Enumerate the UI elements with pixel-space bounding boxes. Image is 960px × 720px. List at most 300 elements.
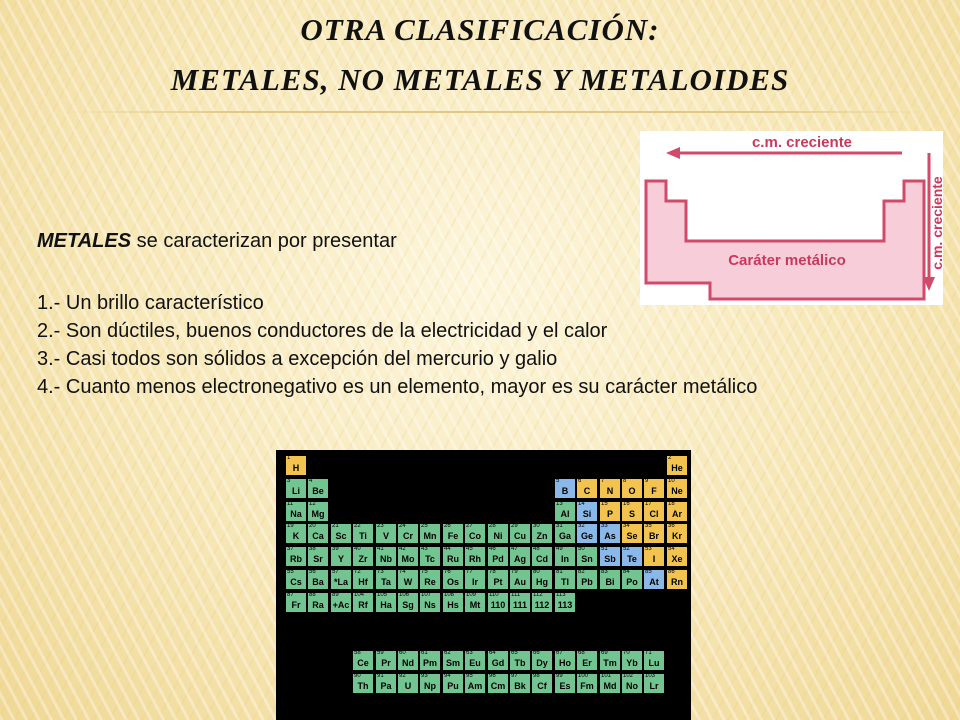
element-w — [397, 569, 419, 590]
element-symbol: Ni — [493, 531, 503, 541]
element-mg — [307, 501, 329, 522]
element-sc — [330, 523, 352, 544]
atomic-number: 40 — [354, 546, 361, 552]
metals-description — [37, 227, 917, 401]
atomic-number: 34 — [623, 523, 630, 529]
element-symbol: Nd — [402, 658, 414, 668]
atomic-number: 8 — [623, 478, 627, 484]
element-sb — [599, 546, 621, 567]
element-symbol: Cu — [514, 531, 526, 541]
element-ba — [307, 569, 329, 590]
element-symbol: Ns — [424, 600, 436, 610]
element-cf — [531, 673, 553, 694]
element-re — [419, 569, 441, 590]
element-eu — [464, 650, 486, 671]
element-symbol: Th — [357, 681, 369, 691]
element-symbol: Fm — [580, 681, 594, 691]
element-tc — [419, 546, 441, 567]
element-o — [621, 478, 643, 499]
element-cl — [643, 501, 665, 522]
element-bk — [509, 673, 531, 694]
element-symbol: Xe — [671, 554, 683, 564]
element-ti — [352, 523, 374, 544]
atomic-number: 94 — [444, 673, 451, 679]
atomic-number: 15 — [601, 501, 608, 507]
title-divider — [60, 111, 930, 113]
atomic-number: 111 — [511, 592, 521, 598]
diagram-center-label: Caráter metálico — [728, 252, 846, 269]
element-po — [621, 569, 643, 590]
element-at — [643, 569, 665, 590]
element-symbol: Bi — [605, 577, 615, 587]
element-np — [419, 673, 441, 694]
element-as — [599, 523, 621, 544]
element-lu — [643, 650, 665, 671]
atomic-number: 42 — [399, 546, 406, 552]
element-symbol: Ru — [447, 554, 459, 564]
element-na — [285, 501, 307, 522]
element-symbol: Ne — [671, 486, 683, 496]
atomic-number: 74 — [399, 569, 406, 575]
atomic-number: 14 — [578, 501, 585, 507]
atomic-number: 58 — [354, 650, 361, 656]
element-symbol: I — [652, 554, 656, 564]
atomic-number: 112 — [533, 592, 543, 598]
atomic-number: 68 — [578, 650, 585, 656]
atomic-number: 26 — [444, 523, 451, 529]
element-tm — [599, 650, 621, 671]
atomic-number: 12 — [309, 501, 316, 507]
element-symbol: 112 — [534, 600, 550, 610]
element-cd — [531, 546, 553, 567]
element-ir — [464, 569, 486, 590]
element-ne — [666, 478, 688, 499]
element-u — [397, 673, 419, 694]
element-symbol: At — [649, 577, 659, 587]
atomic-number: 72 — [354, 569, 361, 575]
atomic-number: 3 — [287, 478, 291, 484]
atomic-number: 78 — [489, 569, 496, 575]
atomic-number: 106 — [399, 592, 410, 598]
element-sm — [442, 650, 464, 671]
element-ar — [666, 501, 688, 522]
element-symbol: Po — [626, 577, 638, 587]
element-symbol: Nb — [380, 554, 392, 564]
element-sr — [307, 546, 329, 567]
atomic-number: 93 — [421, 673, 428, 679]
element-symbol: Mg — [311, 509, 325, 519]
element-h — [285, 455, 307, 476]
element-se — [621, 523, 643, 544]
atomic-number: 10 — [668, 478, 675, 484]
element-li — [285, 478, 307, 499]
atomic-number: 100 — [578, 673, 589, 679]
element-symbol: Np — [424, 681, 436, 691]
element-symbol: Ta — [381, 577, 391, 587]
element-es — [554, 673, 576, 694]
atomic-number: 108 — [444, 592, 455, 598]
element-er — [576, 650, 598, 671]
atomic-number: 50 — [578, 546, 585, 552]
element-te — [621, 546, 643, 567]
element-la — [330, 569, 352, 590]
element-th — [352, 673, 374, 694]
periodic-table — [276, 450, 691, 720]
element-symbol: Pr — [381, 658, 391, 668]
element-rh — [464, 546, 486, 567]
element-cu — [509, 523, 531, 544]
atomic-number: 30 — [533, 523, 540, 529]
slide-title-line-2: METALES, NO METALES Y METALOIDES — [170, 62, 790, 97]
atomic-number: 62 — [444, 650, 451, 656]
atomic-number: 39 — [332, 546, 339, 552]
atomic-number: 11 — [287, 501, 294, 507]
element-symbol: Sm — [445, 658, 460, 668]
element-symbol: Eu — [469, 658, 481, 668]
element-symbol: Ar — [671, 509, 682, 519]
element-symbol: U — [404, 681, 412, 691]
intro-keyword: METALES — [37, 230, 132, 252]
element-ca — [307, 523, 329, 544]
atomic-number: 81 — [556, 569, 563, 575]
element-symbol: Tb — [514, 658, 526, 668]
element-symbol: Kr — [671, 531, 682, 541]
element-symbol: Pb — [581, 577, 593, 587]
element-symbol: Pd — [492, 554, 504, 564]
element-pd — [487, 546, 509, 567]
atomic-number: 18 — [668, 501, 675, 507]
element-symbol: Rf — [358, 600, 368, 610]
element-symbol: Cs — [290, 577, 302, 587]
element-symbol: Ag — [514, 554, 526, 564]
element-symbol: 113 — [557, 600, 573, 610]
atomic-number: 87 — [287, 592, 294, 598]
element-pt — [487, 569, 509, 590]
element-br — [643, 523, 665, 544]
element-111 — [509, 592, 531, 613]
element-symbol: Se — [626, 531, 638, 541]
atomic-number: 67 — [556, 650, 563, 656]
atomic-number: 43 — [421, 546, 428, 552]
element-symbol: Er — [582, 658, 592, 668]
atomic-number: 48 — [533, 546, 540, 552]
atomic-number: 65 — [511, 650, 518, 656]
element-symbol: Ba — [312, 577, 324, 587]
atomic-number: 92 — [399, 673, 406, 679]
element-symbol: N — [606, 486, 614, 496]
element-i — [643, 546, 665, 567]
element-lr — [643, 673, 665, 694]
element-bi — [599, 569, 621, 590]
element-symbol: Yb — [626, 658, 638, 668]
atomic-number: 109 — [466, 592, 477, 598]
element-symbol: Sc — [335, 531, 347, 541]
element-symbol: Tc — [425, 554, 435, 564]
atomic-number: 53 — [645, 546, 652, 552]
element-symbol: He — [671, 463, 683, 473]
element-symbol: C — [583, 486, 591, 496]
atomic-number: 63 — [466, 650, 473, 656]
element-symbol: Cr — [402, 531, 413, 541]
element-k — [285, 523, 307, 544]
atomic-number: 41 — [377, 546, 384, 552]
element-symbol: Dy — [536, 658, 548, 668]
element-pa — [375, 673, 397, 694]
atomic-number: 19 — [287, 523, 294, 529]
element-be — [307, 478, 329, 499]
atomic-number: 99 — [556, 673, 563, 679]
element-symbol: Tl — [561, 577, 569, 587]
element-symbol: Md — [603, 681, 617, 691]
element-md — [599, 673, 621, 694]
element-c — [576, 478, 598, 499]
element-symbol: Mo — [401, 554, 415, 564]
element-symbol: Sn — [581, 554, 593, 564]
element-no — [621, 673, 643, 694]
element-ra — [307, 592, 329, 613]
element-hs — [442, 592, 464, 613]
element-symbol: Cd — [536, 554, 548, 564]
property-item-3: 3.- Casi todos son sólidos a excepción del mercurio y galio — [37, 348, 558, 370]
element-symbol: S — [628, 509, 635, 519]
element-symbol: As — [604, 531, 616, 541]
element-symbol: Pa — [380, 681, 392, 691]
atomic-number: 20 — [309, 523, 316, 529]
atomic-number: 59 — [377, 650, 384, 656]
atomic-number: 70 — [623, 650, 630, 656]
intro-text: se caracterizan por presentar — [131, 230, 397, 252]
element-ha — [375, 592, 397, 613]
element-he — [666, 455, 688, 476]
element-symbol: Zr — [358, 554, 368, 564]
atomic-number: 96 — [489, 673, 496, 679]
atomic-number: 61 — [421, 650, 428, 656]
element-hg — [531, 569, 553, 590]
element-symbol: Cf — [537, 681, 547, 691]
atomic-number: 13 — [556, 501, 563, 507]
element-al — [554, 501, 576, 522]
element-symbol: Li — [292, 486, 300, 496]
element-am — [464, 673, 486, 694]
atomic-number: 47 — [511, 546, 518, 552]
element-symbol: Ga — [558, 531, 571, 541]
atomic-number: 23 — [377, 523, 384, 529]
element-symbol: Ra — [312, 600, 324, 610]
element-zn — [531, 523, 553, 544]
element-symbol: Rh — [469, 554, 481, 564]
element-symbol: P — [606, 509, 613, 519]
atomic-number: 51 — [601, 546, 608, 552]
element-yb — [621, 650, 643, 671]
element-symbol: K — [292, 531, 300, 541]
atomic-number: 21 — [332, 523, 339, 529]
atomic-number: 84 — [623, 569, 630, 575]
element-gd — [487, 650, 509, 671]
atomic-number: 6 — [578, 478, 582, 484]
element-symbol: Al — [560, 509, 570, 519]
element-ni — [487, 523, 509, 544]
element-symbol: Pu — [447, 681, 459, 691]
atomic-number: 95 — [466, 673, 473, 679]
atomic-number: 38 — [309, 546, 316, 552]
element-rf — [352, 592, 374, 613]
element-symbol: Gd — [491, 658, 505, 668]
element-symbol: Mt — [469, 600, 481, 610]
element-mt — [464, 592, 486, 613]
element-b — [554, 478, 576, 499]
element-symbol: Rb — [290, 554, 302, 564]
atomic-number: 4 — [309, 478, 313, 484]
element-symbol: Es — [559, 681, 571, 691]
atomic-number: 54 — [668, 546, 675, 552]
atomic-number: 79 — [511, 569, 518, 575]
atomic-number: 76 — [444, 569, 451, 575]
element-tl — [554, 569, 576, 590]
atomic-number: 64 — [489, 650, 496, 656]
element-symbol: Lu — [648, 658, 660, 668]
atomic-number: 2 — [668, 455, 672, 461]
element-v — [375, 523, 397, 544]
atomic-number: 52 — [623, 546, 630, 552]
element-symbol: Hf — [358, 577, 368, 587]
element-cm — [487, 673, 509, 694]
atomic-number: 110 — [489, 592, 499, 598]
atomic-number: 17 — [645, 501, 652, 507]
atomic-number: 56 — [309, 569, 316, 575]
atomic-number: 82 — [578, 569, 585, 575]
element-co — [464, 523, 486, 544]
element-in — [554, 546, 576, 567]
element-sn — [576, 546, 598, 567]
element-symbol: Na — [290, 509, 302, 519]
element-symbol: Cl — [649, 509, 659, 519]
element-symbol: 110 — [490, 600, 506, 610]
atomic-number: 7 — [601, 478, 605, 484]
element-symbol: Y — [337, 554, 344, 564]
element-cs — [285, 569, 307, 590]
element-os — [442, 569, 464, 590]
atomic-number: 16 — [623, 501, 630, 507]
atomic-number: 22 — [354, 523, 361, 529]
element-symbol: B — [561, 486, 569, 496]
atomic-number: 37 — [287, 546, 294, 552]
element-symbol: Sb — [604, 554, 616, 564]
atomic-number: 90 — [354, 673, 361, 679]
element-symbol: Fe — [447, 531, 459, 541]
atomic-number: 33 — [601, 523, 608, 529]
element-s — [621, 501, 643, 522]
atomic-number: 60 — [399, 650, 406, 656]
atomic-number: 46 — [489, 546, 496, 552]
element-symbol: Si — [582, 509, 592, 519]
atomic-number: 71 — [645, 650, 652, 656]
element-symbol: Tm — [603, 658, 617, 668]
atomic-number: 5 — [556, 478, 560, 484]
element-fr — [285, 592, 307, 613]
element-si — [576, 501, 598, 522]
element-xe — [666, 546, 688, 567]
atomic-number: 49 — [556, 546, 563, 552]
atomic-number: 101 — [601, 673, 612, 679]
atomic-number: 28 — [489, 523, 496, 529]
element-kr — [666, 523, 688, 544]
element-symbol: Os — [446, 577, 459, 587]
element-fe — [442, 523, 464, 544]
atomic-number: 104 — [354, 592, 365, 598]
element-dy — [531, 650, 553, 671]
atomic-number: 91 — [377, 673, 384, 679]
atomic-number: 97 — [511, 673, 518, 679]
element-symbol: H — [292, 463, 300, 473]
element-sg — [397, 592, 419, 613]
element-symbol: Sg — [402, 600, 414, 610]
element-symbol: Sr — [313, 554, 323, 564]
atomic-number: 86 — [668, 569, 675, 575]
element-nd — [397, 650, 419, 671]
element-mn — [419, 523, 441, 544]
element-symbol: Ti — [359, 531, 367, 541]
element-symbol: *La — [333, 577, 348, 587]
element-ac — [330, 592, 352, 613]
atomic-number: 31 — [556, 523, 563, 529]
element-rn — [666, 569, 688, 590]
atomic-number: 29 — [511, 523, 518, 529]
top-arrow-label: c.m. creciente — [751, 134, 853, 151]
element-symbol: Te — [627, 554, 637, 564]
element-symbol: V — [382, 531, 389, 541]
property-item-1: 1.- Un brillo característico — [37, 292, 264, 314]
element-113 — [554, 592, 576, 613]
atomic-number: 75 — [421, 569, 428, 575]
element-y — [330, 546, 352, 567]
element-symbol: Ge — [580, 531, 593, 541]
element-symbol: Hs — [447, 600, 459, 610]
atomic-number: 9 — [645, 478, 649, 484]
element-symbol: 111 — [512, 600, 528, 610]
atomic-number: 80 — [533, 569, 540, 575]
slide-title-line-1: OTRA CLASIFICACIÓN: — [300, 12, 660, 47]
atomic-number: 88 — [309, 592, 316, 598]
property-item-2: 2.- Son dúctiles, buenos conductores de la electricidad y el calor — [37, 320, 608, 342]
atomic-number: 103 — [645, 673, 656, 679]
element-symbol: Pm — [422, 658, 437, 668]
atomic-number: 32 — [578, 523, 585, 529]
element-n — [599, 478, 621, 499]
element-symbol: F — [651, 486, 657, 496]
atomic-number: 85 — [645, 569, 652, 575]
side-arrow-label: c.m. creciente — [929, 176, 945, 270]
element-pu — [442, 673, 464, 694]
element-symbol: Fr — [291, 600, 301, 610]
atomic-number: 44 — [444, 546, 451, 552]
atomic-number: 25 — [421, 523, 428, 529]
element-ns — [419, 592, 441, 613]
element-symbol: Be — [312, 486, 324, 496]
element-nb — [375, 546, 397, 567]
element-symbol: Ca — [312, 531, 324, 541]
element-symbol: +Ac — [332, 600, 350, 610]
element-110 — [487, 592, 509, 613]
element-symbol: O — [628, 486, 636, 496]
atomic-number: 27 — [466, 523, 473, 529]
atomic-number: 113 — [556, 592, 566, 598]
element-pb — [576, 569, 598, 590]
atomic-number: 55 — [287, 569, 294, 575]
element-symbol: In — [561, 554, 569, 564]
element-mo — [397, 546, 419, 567]
element-symbol: Rn — [671, 577, 683, 587]
element-symbol: Hg — [536, 577, 548, 587]
